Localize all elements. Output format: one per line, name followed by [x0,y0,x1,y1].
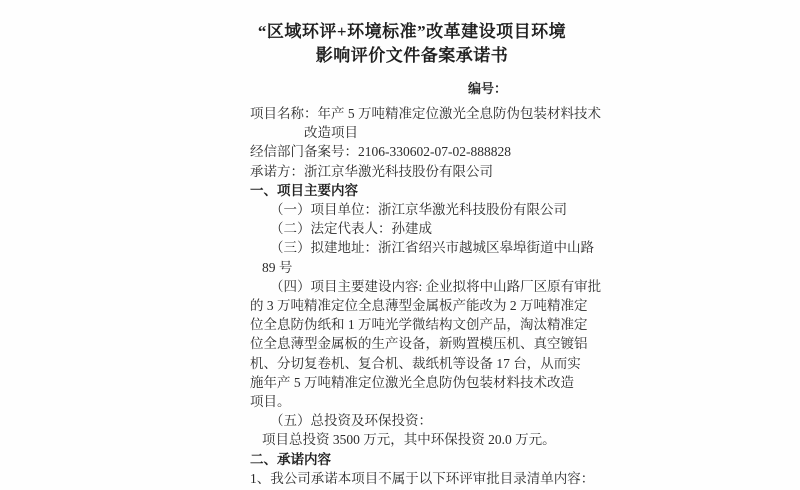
section1-item-site-address-continuation: 89 号 [262,259,293,275]
field-record-number: 经信部门备案号：2106-330602-07-02-888828 [250,144,511,160]
document-body [250,20,602,488]
field-project-name: 项目名称：年产 5 万吨精准定位激光全息防伪包装材料技术 [250,106,601,121]
section2-heading: 二、承诺内容 [250,451,331,467]
section1-item-investment-detail: 项目总投资 3500 万元，其中环保投资 20.0 万元。 [262,432,556,448]
section1-paragraph-line: 位全息防伪纸和 1 万吨光学微结构文创产品，淘汰精准定 [250,317,588,333]
section1-paragraph-line: 位全息薄型金属板的生产设备，新购置模压机、真空镀铝 [250,336,588,352]
section2-item-1: 1、我公司承诺本项目不属于以下环评审批目录清单内容： [250,470,595,486]
serial-number-label: 编号： [468,81,508,96]
section1-item-project-unit: （一）项目单位：浙江京华激光科技股份有限公司 [270,202,567,218]
document-title [250,20,574,68]
section1-item-legal-representative: （二）法定代表人：孙建成 [270,221,432,237]
document-text-block [250,104,602,488]
section1-item-construction-content: （四）项目主要建设内容: 企业拟将中山路厂区原有审批 [270,278,602,294]
field-project-name-continuation: 改造项目 [304,125,358,141]
section1-paragraph-line: 的 3 万吨精准定位全息薄型金属板产能改为 2 万吨精准定 [250,298,588,314]
section1-paragraph-line: 项目。 [250,394,291,410]
section1-heading: 一、项目主要内容 [250,182,358,198]
section1-item-site-address: （三）拟建地址：浙江省绍兴市越城区皋埠街道中山路 [270,240,594,256]
field-promisor: 承诺方：浙江京华激光科技股份有限公司 [250,163,493,179]
section1-paragraph-line: 机、分切复卷机、复合机、裁纸机等设备 17 台，从而实 [250,355,581,371]
section1-item-investment: （五）总投资及环保投资： [270,413,432,429]
section1-paragraph-line: 施年产 5 万吨精准定位激光全息防伪包装材料技术改造 [250,374,574,390]
document-title-line-1: “区域环评+环境标准”改革建设项目环境 [257,22,567,41]
document-title-line-2: 影响评价文件备案承诺书 [315,46,509,65]
